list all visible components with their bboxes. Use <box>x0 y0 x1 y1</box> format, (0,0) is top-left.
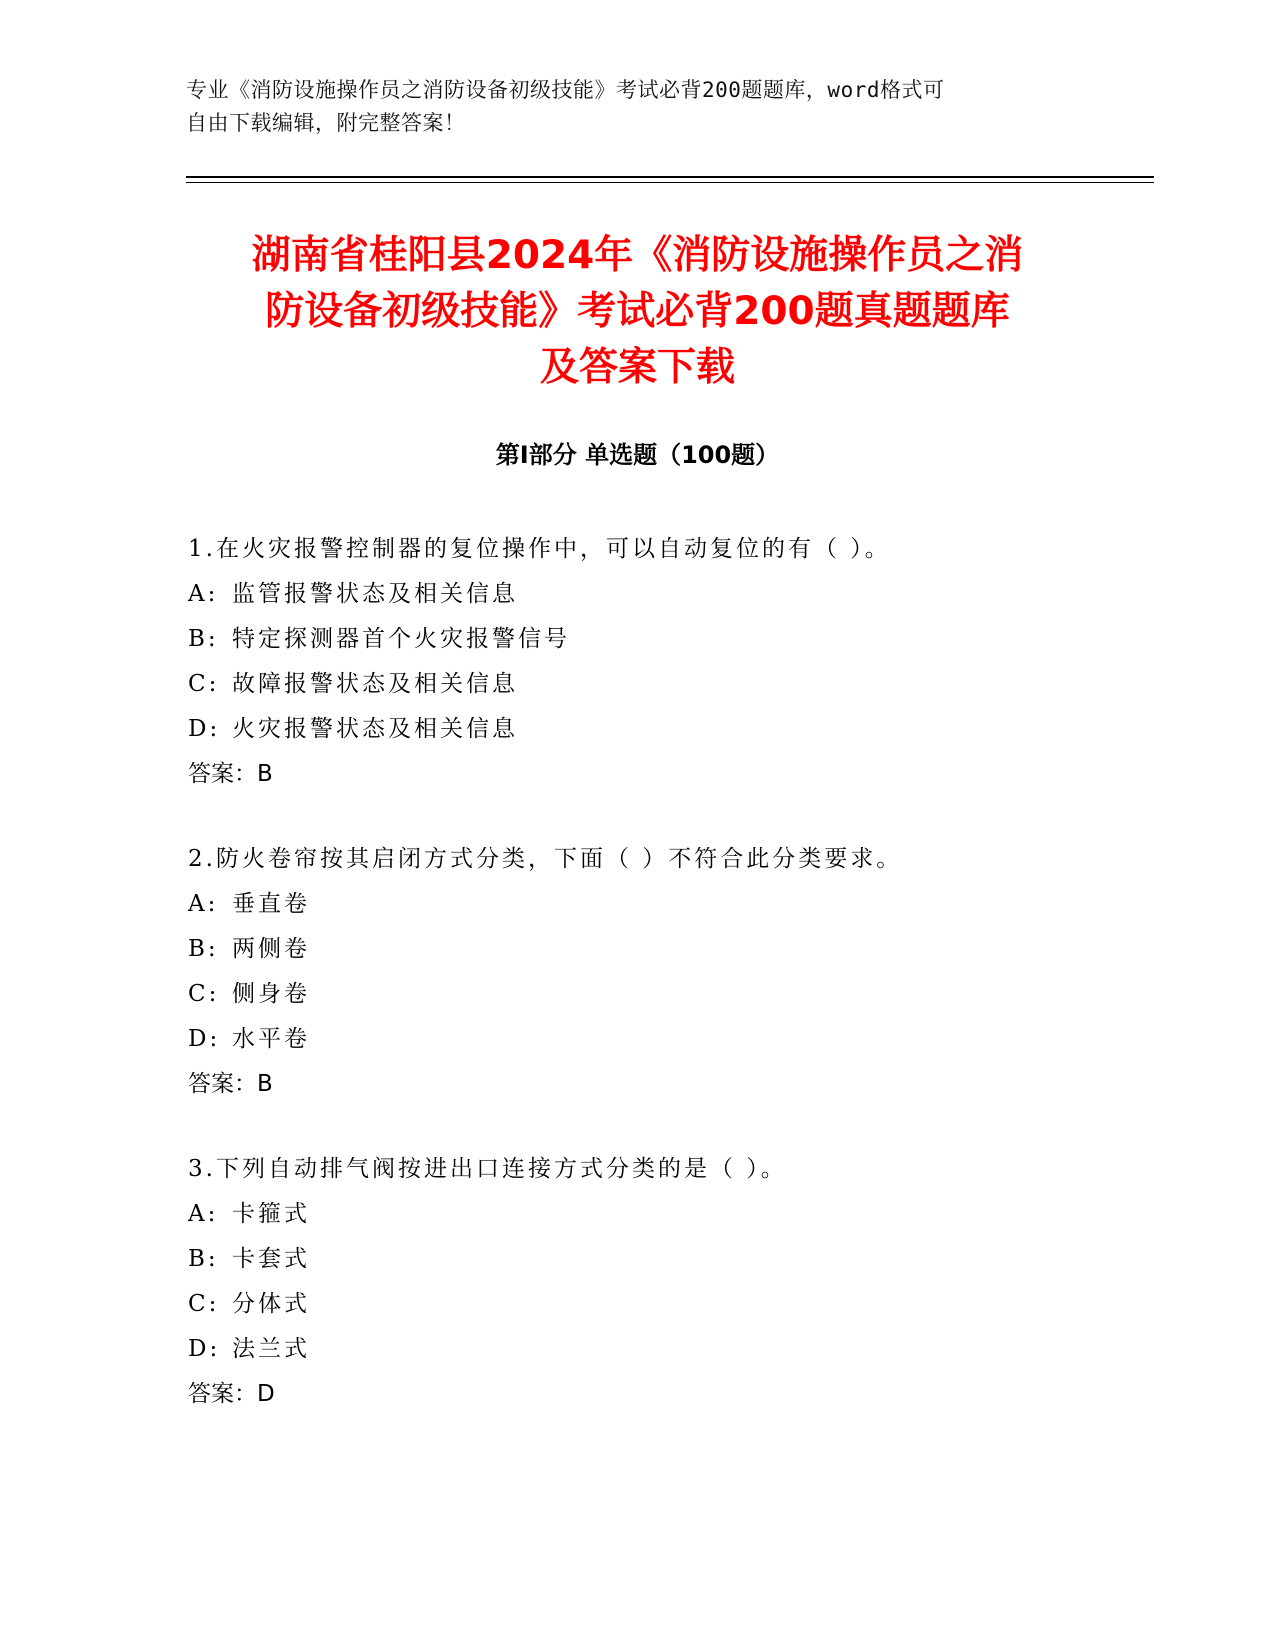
answer-text: 答案：B <box>188 1071 273 1097</box>
option-c <box>188 662 1148 707</box>
option-key: B: <box>188 1246 219 1272</box>
question-1 <box>188 527 1148 797</box>
option-text: 卡箍式 <box>232 1201 310 1227</box>
option-key: B: <box>188 626 219 652</box>
header-note <box>186 74 1076 140</box>
option-key: A: <box>188 1201 219 1227</box>
document-title <box>150 228 1125 396</box>
option-key: A: <box>188 891 219 917</box>
question-list <box>188 527 1148 1457</box>
option-c <box>188 972 1148 1017</box>
option-key: C: <box>188 981 220 1007</box>
header-note-line-2: 自由下载编辑，附完整答案！ <box>186 111 466 135</box>
option-text: 水平卷 <box>232 1026 310 1052</box>
question-3 <box>188 1147 1148 1417</box>
document-title-line-1: 湖南省桂阳县2024年《消防设施操作员之消 <box>251 233 1024 278</box>
option-key: B: <box>188 936 219 962</box>
option-text: 特定探测器首个火灾报警信号 <box>232 626 570 652</box>
option-key: C: <box>188 1291 220 1317</box>
question-2 <box>188 837 1148 1107</box>
question-text: 2.防火卷帘按其启闭方式分类，下面（ ）不符合此分类要求。 <box>188 846 903 872</box>
option-a <box>188 1192 1148 1237</box>
option-b <box>188 617 1148 662</box>
option-text: 垂直卷 <box>232 891 310 917</box>
question-text: 1.在火灾报警控制器的复位操作中，可以自动复位的有（ ）。 <box>188 536 891 562</box>
option-b <box>188 927 1148 972</box>
header-divider-thick <box>186 176 1154 178</box>
option-text: 卡套式 <box>232 1246 310 1272</box>
option-d <box>188 707 1148 752</box>
option-c <box>188 1282 1148 1327</box>
option-text: 侧身卷 <box>232 981 310 1007</box>
header-divider-thin <box>186 182 1154 183</box>
option-key: A: <box>188 581 219 607</box>
option-d <box>188 1327 1148 1372</box>
question-text: 3.下列自动排气阀按进出口连接方式分类的是（ ）。 <box>188 1156 787 1182</box>
option-d <box>188 1017 1148 1062</box>
option-key: D: <box>188 1026 221 1052</box>
option-text: 火灾报警状态及相关信息 <box>232 716 518 742</box>
section-heading: 第Ⅰ部分 单选题（100题） <box>495 441 780 469</box>
option-a <box>188 572 1148 617</box>
answer-text: 答案：D <box>188 1381 275 1407</box>
option-text: 故障报警状态及相关信息 <box>232 671 518 697</box>
option-key: D: <box>188 716 221 742</box>
option-text: 两侧卷 <box>232 936 310 962</box>
option-b <box>188 1237 1148 1282</box>
header-note-line-1: 专业《消防设施操作员之消防设备初级技能》考试必背200题题库，word格式可 <box>186 78 945 102</box>
option-text: 分体式 <box>232 1291 310 1317</box>
option-text: 法兰式 <box>232 1336 310 1362</box>
option-key: C: <box>188 671 220 697</box>
document-title-line-2: 防设备初级技能》考试必背200题真题题库 <box>265 289 1010 334</box>
answer-text: 答案：B <box>188 761 273 787</box>
option-key: D: <box>188 1336 221 1362</box>
document-title-line-3: 及答案下载 <box>539 345 735 390</box>
option-a <box>188 882 1148 927</box>
option-text: 监管报警状态及相关信息 <box>232 581 518 607</box>
